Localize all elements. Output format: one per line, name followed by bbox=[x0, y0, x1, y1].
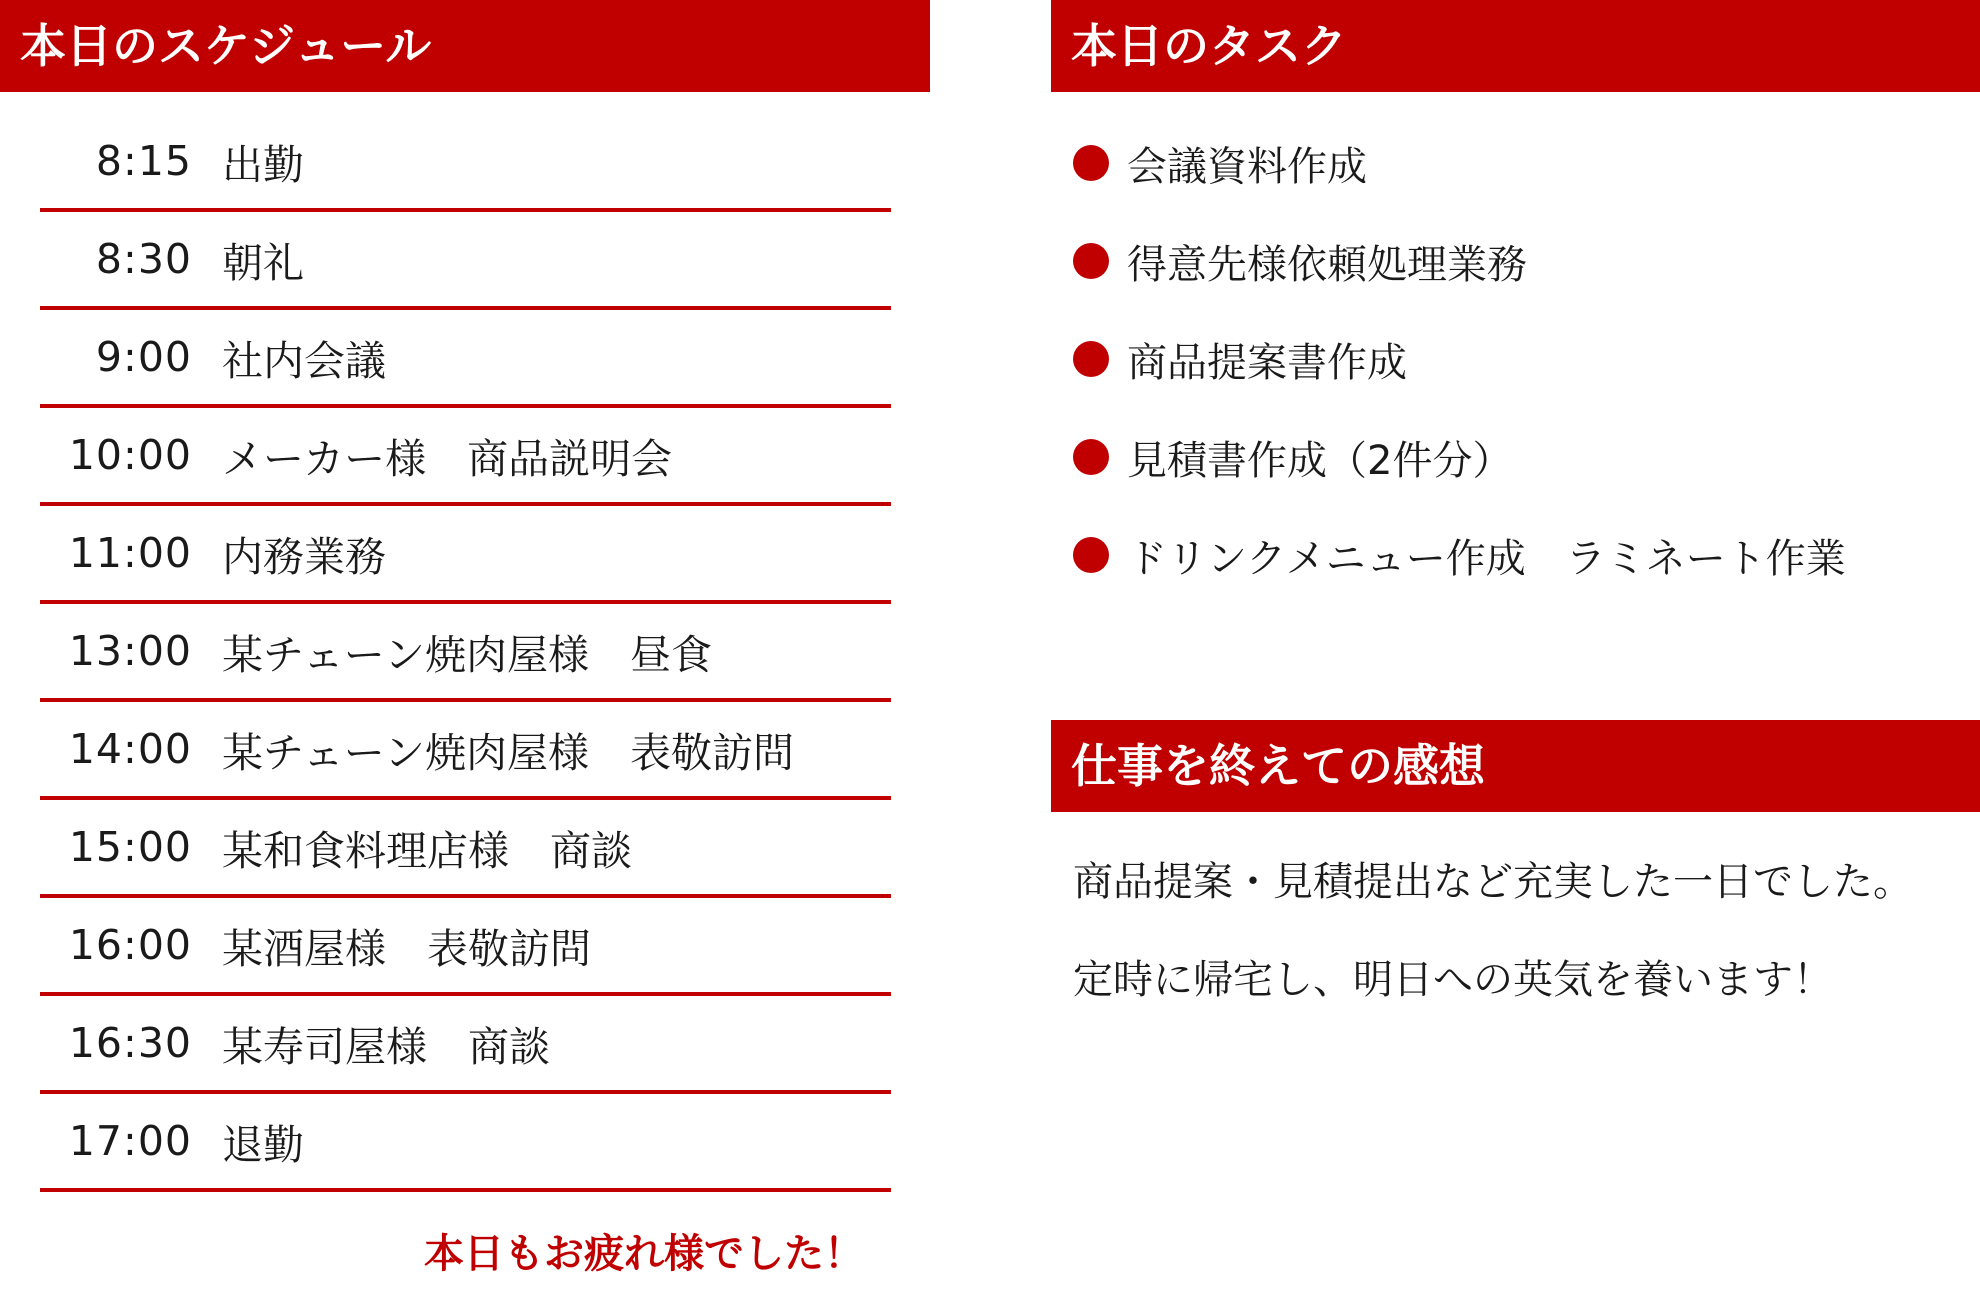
schedule-time: 13:00 bbox=[68, 627, 192, 675]
impression-line: 商品提案・見積提出など充実した一日でした。 bbox=[1073, 859, 1913, 905]
schedule-event: 某酒屋様 表敬訪問 bbox=[222, 924, 591, 973]
bullet-dot-icon bbox=[1073, 439, 1109, 475]
schedule-row bbox=[40, 408, 891, 506]
schedule-row bbox=[40, 506, 891, 604]
tasks-title: 本日のタスク bbox=[1071, 19, 1347, 73]
schedule-event: 退勤 bbox=[222, 1120, 304, 1169]
task-item bbox=[1073, 310, 1953, 408]
schedule-time: 11:00 bbox=[68, 529, 192, 577]
schedule-row bbox=[40, 800, 891, 898]
bullet-dot-icon bbox=[1073, 341, 1109, 377]
schedule-row bbox=[40, 898, 891, 996]
impressions-header bbox=[1051, 720, 1980, 812]
task-label: 会議資料作成 bbox=[1127, 143, 1367, 190]
impressions-body bbox=[1073, 838, 1953, 1034]
task-item bbox=[1073, 506, 1953, 604]
schedule-header bbox=[0, 0, 930, 92]
task-label: 見積書作成（2件分） bbox=[1127, 437, 1513, 484]
schedule-title: 本日のスケジュール bbox=[20, 19, 432, 73]
schedule-list bbox=[40, 114, 891, 1192]
bullet-dot-icon bbox=[1073, 145, 1109, 181]
schedule-event: メーカー様 商品説明会 bbox=[222, 434, 673, 483]
impressions-title: 仕事を終えての感想 bbox=[1071, 739, 1485, 793]
schedule-time: 16:30 bbox=[68, 1019, 192, 1067]
bullet-dot-icon bbox=[1073, 243, 1109, 279]
schedule-event: 某チェーン焼肉屋様 昼食 bbox=[222, 630, 712, 679]
schedule-event: 某チェーン焼肉屋様 表敬訪問 bbox=[222, 728, 794, 777]
schedule-row bbox=[40, 996, 891, 1094]
schedule-time: 17:00 bbox=[68, 1117, 192, 1165]
schedule-time: 9:00 bbox=[95, 333, 192, 381]
impression-line: 定時に帰宅し、明日への英気を養います！ bbox=[1073, 957, 1833, 1003]
schedule-time: 14:00 bbox=[68, 725, 192, 773]
schedule-row bbox=[40, 702, 891, 800]
schedule-time: 8:30 bbox=[95, 235, 192, 283]
task-label: 得意先様依頼処理業務 bbox=[1127, 241, 1527, 288]
farewell-message: 本日もお疲れ様でした！ bbox=[424, 1231, 864, 1277]
schedule-row bbox=[40, 114, 891, 212]
schedule-time: 15:00 bbox=[68, 823, 192, 871]
schedule-event: 某寿司屋様 商談 bbox=[222, 1022, 550, 1071]
schedule-row bbox=[40, 310, 891, 408]
schedule-row bbox=[40, 604, 891, 702]
schedule-time: 8:15 bbox=[95, 137, 192, 185]
tasks-header bbox=[1051, 0, 1980, 92]
schedule-row bbox=[40, 1094, 891, 1192]
schedule-row bbox=[40, 212, 891, 310]
task-item bbox=[1073, 212, 1953, 310]
schedule-event: 内務業務 bbox=[222, 532, 386, 581]
schedule-event: 某和食料理店様 商談 bbox=[222, 826, 632, 875]
schedule-time: 10:00 bbox=[68, 431, 192, 479]
schedule-event: 朝礼 bbox=[222, 238, 304, 287]
task-label: 商品提案書作成 bbox=[1127, 339, 1407, 386]
task-item bbox=[1073, 114, 1953, 212]
task-item bbox=[1073, 408, 1953, 506]
task-label: ドリンクメニュー作成 ラミネート作業 bbox=[1127, 535, 1846, 582]
schedule-time: 16:00 bbox=[68, 921, 192, 969]
schedule-event: 出勤 bbox=[222, 140, 304, 189]
schedule-event: 社内会議 bbox=[222, 336, 386, 385]
bullet-dot-icon bbox=[1073, 537, 1109, 573]
task-list bbox=[1073, 114, 1953, 604]
